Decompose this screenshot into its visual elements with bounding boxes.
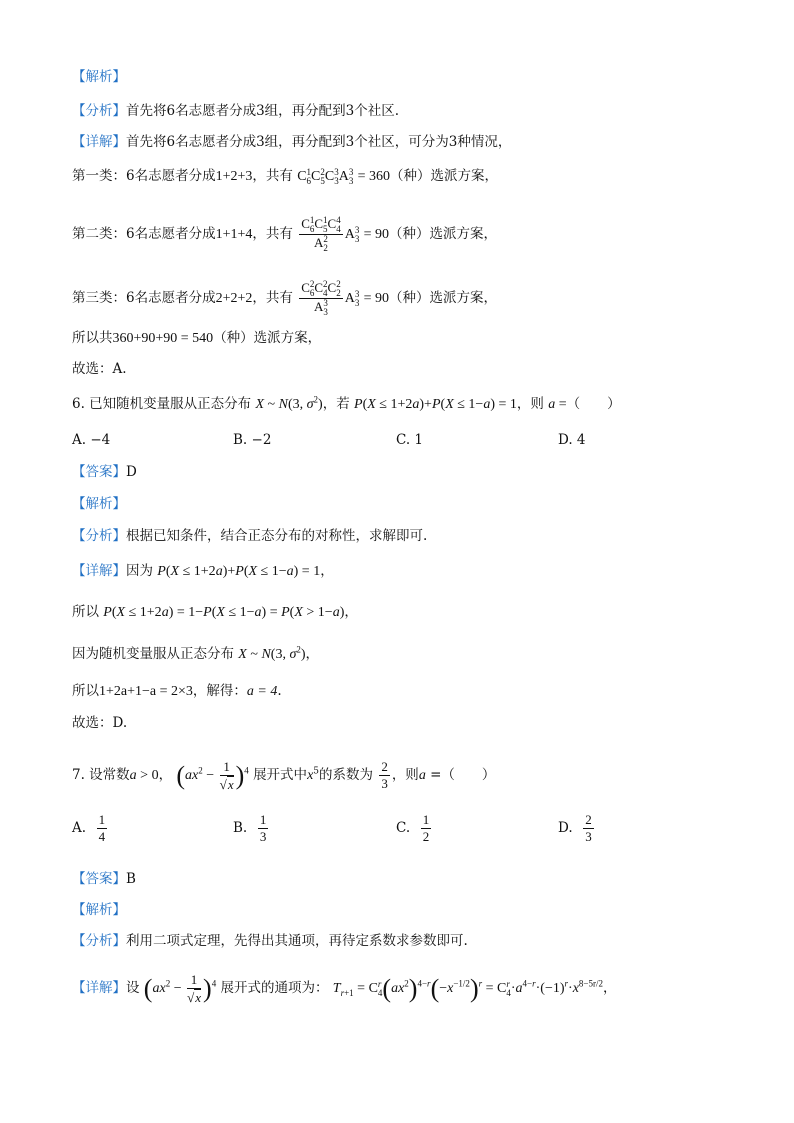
- q7-answer: 【答案】B: [72, 871, 136, 887]
- reasoning-line: 【分析】首先将6名志愿者分成3组，再分配到3个社区.: [72, 103, 400, 119]
- q6-detail-1: 【详解】因为 P(X ≤ 1+2a)+P(X ≤ 1−a) = 1，: [72, 563, 334, 579]
- choose-line: 故选：A.: [72, 361, 127, 377]
- q7-option-c: C. $\frac{1}{2}$: [396, 812, 430, 844]
- case2-line: 第二类：6名志愿者分成1+1+4，共有 C1 6C1 5C4 4 A2 2 A3 3 = 90（种）选派方案，: [72, 215, 498, 254]
- question-6-stem: 6. 已知随机变量服从正态分布 X ~ N(3, $\sigma^2$)，若 P(X ≤ 1+2a)+P(X ≤ 1−a) = 1，则 a =（ ）: [72, 394, 621, 412]
- q6-detail-2: 所以 P(X ≤ 1+2a) = 1−P(X ≤ 1−a) = P(X > 1−a)，: [72, 604, 358, 620]
- q6-analysis-label: 【解析】: [72, 496, 126, 512]
- total-line: 所以共360+90+90 = 540（种）选派方案，: [72, 330, 322, 346]
- q7-option-a: A. $\frac{1}{4}$: [72, 812, 106, 844]
- q7-reasoning: 【分析】利用二项式定理，先得出其通项，再待定系数求参数即可.: [72, 933, 468, 949]
- q6-detail-3: 因为随机变量服从正态分布 X ~ N(3, $\sigma^2$)，: [72, 644, 320, 662]
- case3-line: 第三类：6名志愿者分成2+2+2，共有 C2 6C2 4C2 2 A3 3 A3 3 = 90（种）选派方案，: [72, 279, 498, 318]
- q6-option-a: A. −4: [72, 432, 111, 448]
- q6-option-d: D. 4: [558, 432, 586, 448]
- q6-reasoning: 【分析】根据已知条件，结合正态分布的对称性，求解即可.: [72, 528, 428, 544]
- q6-option-c: C. 1: [396, 432, 424, 448]
- q7-analysis-label: 【解析】: [72, 902, 126, 918]
- q6-choose: 故选：D.: [72, 715, 128, 731]
- q7-option-b: B. $\frac{1}{3}$: [233, 812, 267, 844]
- q7-option-d: D. $\frac{2}{3}$: [558, 812, 592, 844]
- q6-option-b: B. −2: [233, 432, 272, 448]
- q6-answer: 【答案】D: [72, 464, 137, 480]
- analysis-label: 【解析】: [72, 69, 126, 85]
- q7-detail: 【详解】设 ($ax^2$ − $\frac{1}{√x}$ )$^4$ 展开式的通项为： $T_{r+1} = Cr$ $4(ax^2)^{4-r}(-x^{-1/2})^r = Cr$ $4\cdot a^{4-r}\cdot(-1)^r\cdot x^{8-5r/2}$，: [72, 972, 617, 1005]
- q6-detail-4: 所以1+2a+1−a = 2×3，解得：a = 4.: [72, 683, 282, 699]
- question-7-stem: 7. 设常数a > 0， ($ax^2$ − $\frac{1}{√x}$ )$^4$ 展开式中$x^5$的系数为 $\frac{2}{3}$ ，则a =（ ）: [72, 759, 496, 792]
- case1-line: 第一类：6名志愿者分成1+2+3，共有 C1 6C2 5C3 3A3 3 = 360（种）选派方案，: [72, 166, 499, 186]
- detail-line: 【详解】首先将6名志愿者分成3组，再分配到3个社区，可分为3种情况，: [72, 134, 512, 150]
